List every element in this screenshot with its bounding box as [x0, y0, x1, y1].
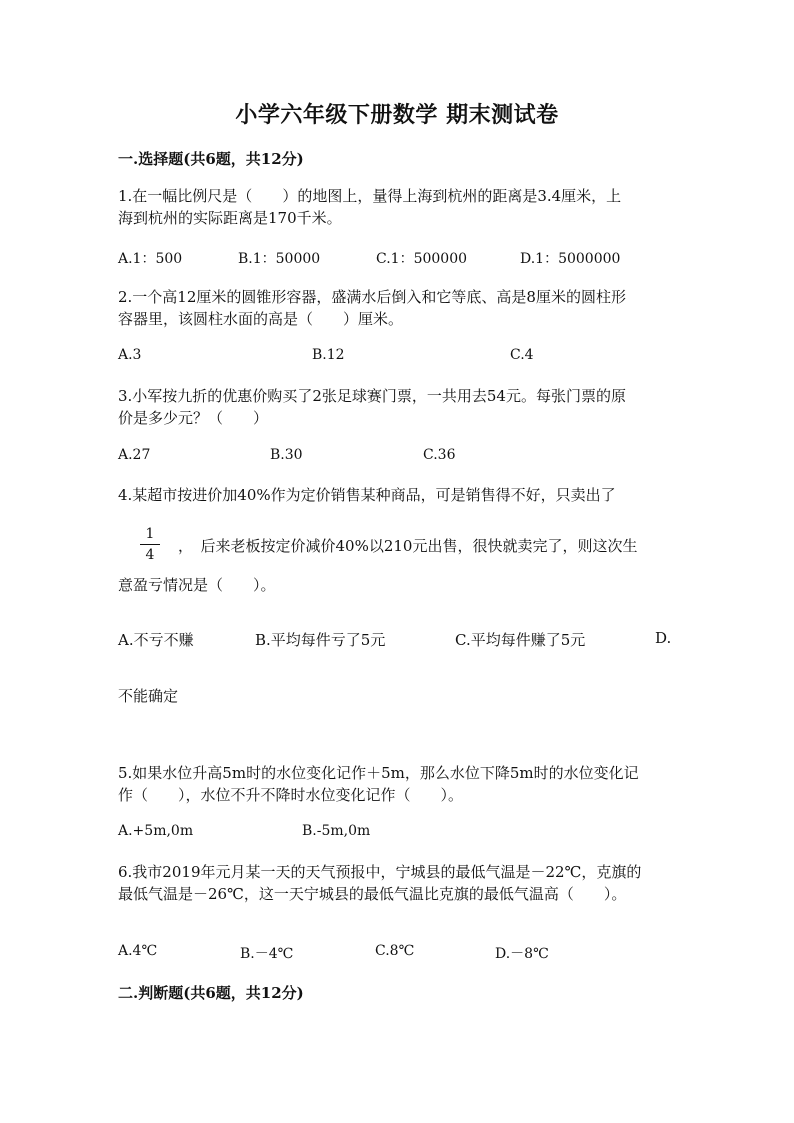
question-4-option-c: C.平均每件赚了5元: [455, 631, 586, 649]
question-5-line-1: 5.如果水位升高5m时的水位变化记作＋5m，那么水位下降5m时的水位变化记: [118, 764, 639, 782]
question-2-option-b: B.12: [312, 347, 345, 363]
question-6-option-a: A.4℃: [118, 943, 158, 959]
question-4-option-d: D.: [655, 629, 672, 647]
question-2-line-1: 2.一个高12厘米的圆锥形容器，盛满水后倒入和它等底、高是8厘米的圆柱形: [118, 288, 626, 306]
question-6-option-c: C.8℃: [375, 943, 415, 959]
question-4-line-2: ， 后来老板按定价减价40%以210元出售，很快就卖完了，则这次生: [178, 537, 638, 555]
question-4-line-1: 4.某超市按进价加40%作为定价销售某种商品，可是销售得不好，只卖出了: [118, 486, 616, 504]
question-3-option-a: A.27: [118, 447, 151, 463]
question-6-option-d: D.－8℃: [495, 946, 549, 962]
question-1-option-c: C.1：500000: [376, 251, 468, 267]
question-1-line-1: 1.在一幅比例尺是（ ）的地图上，量得上海到杭州的距离是3.4厘米，上: [118, 187, 622, 205]
question-2-option-a: A.3: [118, 347, 142, 363]
question-2-option-c: C.4: [510, 347, 534, 363]
question-4-option-d-text: 不能确定: [118, 687, 179, 705]
section-heading-choice: 一.选择题(共6题，共12分): [118, 150, 304, 168]
question-5-option-a: A.+5m,0m: [118, 823, 194, 839]
question-2-line-2: 容器里，该圆柱水面的高是（ ）厘米。: [118, 310, 404, 328]
fraction-bar: [140, 544, 160, 545]
question-4-option-b: B.平均每件亏了5元: [255, 631, 386, 649]
question-6-line-2: 最低气温是－26℃，这一天宁城县的最低气温比克旗的最低气温高（ ）。: [118, 885, 627, 903]
fraction-denominator: 4: [145, 547, 155, 563]
question-4-line-3: 意盈亏情况是（ ）。: [118, 576, 276, 594]
question-5-option-b: B.-5m,0m: [302, 823, 371, 839]
fraction-numerator: 1: [145, 526, 155, 542]
question-3-line-2: 价是多少元？（ ）: [118, 409, 269, 427]
section-heading-judgement: 二.判断题(共6题，共12分): [118, 984, 304, 1002]
question-1-option-a: A.1：500: [118, 251, 183, 267]
page-title: 小学六年级下册数学 期末测试卷: [235, 102, 559, 128]
question-1-option-d: D.1：5000000: [520, 251, 621, 267]
question-3-line-1: 3.小军按九折的优惠价购买了2张足球赛门票，一共用去54元。每张门票的原: [118, 387, 626, 405]
question-3-option-c: C.36: [423, 447, 456, 463]
question-3-option-b: B.30: [270, 447, 303, 463]
question-1-line-2: 海到杭州的实际距离是170千米。: [118, 209, 342, 227]
question-6-line-1: 6.我市2019年元月某一天的天气预报中，宁城县的最低气温是－22℃，克旗的: [118, 863, 642, 881]
fraction-one-quarter: [140, 526, 160, 563]
question-1-option-b: B.1：50000: [238, 251, 321, 267]
question-5-line-2: 作（ ），水位不升不降时水位变化记作（ ）。: [118, 786, 464, 804]
question-6-option-b: B.－4℃: [240, 946, 294, 962]
question-4-option-a: A.不亏不赚: [118, 631, 194, 649]
